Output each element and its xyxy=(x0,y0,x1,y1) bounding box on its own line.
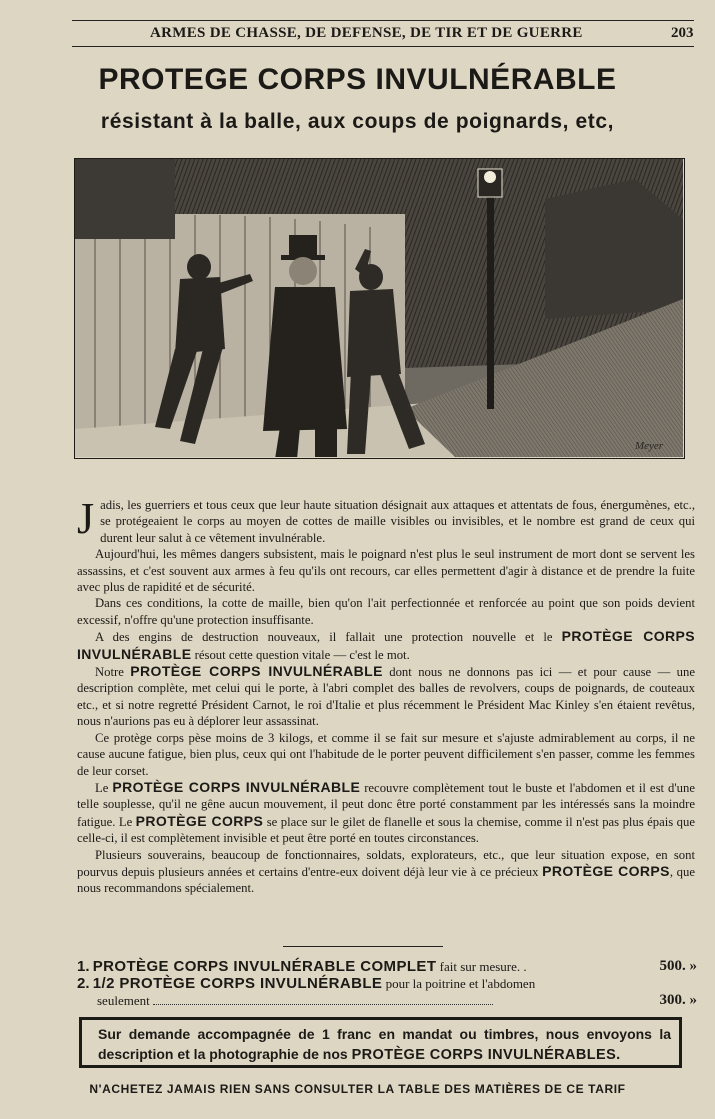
p7-emphasis-1: PROTÈGE CORPS INVULNÉRABLE xyxy=(112,778,361,795)
paragraph-2: Aujourd'hui, les mêmes dangers subsistent, mais le poignard n'est plus le seul instrument de mort dont se servent les assassins, et c'est souvent aux armes à feu qu'ils ont recours, car elles permettent d'agir à distance et de prendre la fuite avec plus de rapidité et de sécurité. xyxy=(77,547,695,595)
price-item-price: 300. » xyxy=(659,992,697,1008)
page-subtitle: résistant à la balle, aux coups de poignards, etc, xyxy=(100,110,615,133)
header-rule-top xyxy=(72,20,694,21)
p5-text-a: Notre xyxy=(95,665,131,680)
order-notice-box xyxy=(79,1017,682,1068)
p7-text-a: Le xyxy=(95,780,113,795)
p5-emphasis: PROTÈGE CORPS INVULNÉRABLE xyxy=(130,663,383,680)
p4-text-a: A des engins de destruction nouveaux, il fallait une protection nouvelle et le xyxy=(95,630,562,645)
paragraph-6: Ce protège corps pèse moins de 3 kilogs, et comme il se fait sur mesure et s'ajuste admirablement au corps, il ne cause aucune fatigue, bien plus, ceux qui ont l'habitude de le porter peuvent difficilement s'en passer, comme les femmes de leur corset. xyxy=(77,730,695,778)
paragraph-8 xyxy=(77,847,695,897)
header-rule-bottom xyxy=(72,46,694,47)
price-item-desc-2: seulement xyxy=(97,993,150,1008)
leader-dots xyxy=(153,994,493,1005)
p4-emphasis: PROTÈGE CORPS INVULNÉRABLE xyxy=(77,628,695,662)
p8-text-b: , que nous recommandons spécialement. xyxy=(77,864,695,896)
p7-text-c: se place sur le gilet de flanelle et sous la chemise, comme il n'est pas plus épais que celle-ci, il est complètement invisible et peut être porté en toutes circonstances. xyxy=(77,814,695,846)
p8-text-a: Plusieurs souverains, beaucoup de fonctionnaires, soldats, explorateurs, etc., que leur situation expose, en sont pourvus depuis plusieurs années et certains d'entre-eux doivent déjà leur vie à ce précieux xyxy=(77,847,695,879)
price-item-desc: pour la poitrine et l'abdomen xyxy=(382,976,536,991)
price-item xyxy=(77,975,697,992)
page-title: PROTEGE CORPS INVULNÉRABLE xyxy=(98,63,617,96)
price-item-name: 1/2 PROTÈGE CORPS INVULNÉRABLE xyxy=(92,975,383,992)
p7-text-b: recouvre complètement tout le buste et l'abdomen et il est d'une telle souplesse, qu'il ne gêne aucun mouvement, il peut donc être porté constamment par les intéressés sans la moindre fatigue. Le xyxy=(77,780,695,829)
engraving-street-attack-illustration xyxy=(74,158,685,459)
footer-notice: N'ACHETEZ JAMAIS RIEN SANS CONSULTER LA TABLE DES MATIÈRES DE CE TARIF xyxy=(89,1082,626,1096)
illustration-signature: Meyer xyxy=(635,440,664,452)
dropcap: J xyxy=(77,494,95,543)
price-item-number: 1. xyxy=(77,958,90,975)
notice-text: Sur demande accompagnée de 1 franc en mandat ou timbres, nous envoyons la description et la photographie de nos xyxy=(98,1026,671,1062)
price-item-continued xyxy=(77,992,697,1009)
section-divider xyxy=(283,946,443,947)
paragraph-4 xyxy=(77,628,695,663)
engraving-icon xyxy=(75,159,683,457)
paragraph-5 xyxy=(77,663,695,730)
p7-emphasis-2: PROTÈGE CORPS xyxy=(135,812,264,829)
article-body xyxy=(77,494,695,897)
paragraph-3: Dans ces conditions, la cotte de maille, bien qu'on l'ait perfectionnée et renforcée au point que son poids devient excessif, n'offre qu'une protection insuffisante. xyxy=(77,596,695,627)
price-item-number: 2. xyxy=(77,975,90,992)
p4-text-b: résout cette question vitale — c'est le mot. xyxy=(191,647,410,662)
page-number: 203 xyxy=(671,25,694,41)
notice-emphasis: PROTÈGE CORPS INVULNÉRABLES. xyxy=(351,1047,621,1063)
paragraph-1-text: adis, les guerriers et tous ceux que leur haute situation désignait aux attaques et attentats de fous, énergumènes, etc., se protégeaient le corps au moyen de cottes de maille visibles ou invisibles, et le nombre est grand de ceux qui durent leur salut à ce vêtement invulnérable. xyxy=(100,498,695,545)
p5-text-b: dont nous ne donnons pas ici — et pour cause — une description complète, met celui qui le porte, à l'abri complet des balles de revolvers, coups de poignards, de couteaux etc., et si notre regretté Président Carnot, le roi d'Italie et plus récemment le Président Mac Kinley s'en étaient revêtus, nous n'aurions pas eu à déplorer leur assassinat. xyxy=(77,665,695,729)
price-item-desc: fait sur mesure. . xyxy=(436,959,527,974)
price-item xyxy=(77,958,697,975)
price-list xyxy=(77,958,697,1009)
price-item-price: 500. » xyxy=(659,958,697,974)
paragraph-1 xyxy=(77,494,695,546)
running-title: ARMES DE CHASSE, DE DEFENSE, DE TIR ET DE GUERRE xyxy=(150,25,583,41)
price-item-name: PROTÈGE CORPS INVULNÉRABLE COMPLET xyxy=(92,958,437,975)
p8-emphasis: PROTÈGE CORPS xyxy=(542,862,670,879)
paragraph-7 xyxy=(77,779,695,847)
